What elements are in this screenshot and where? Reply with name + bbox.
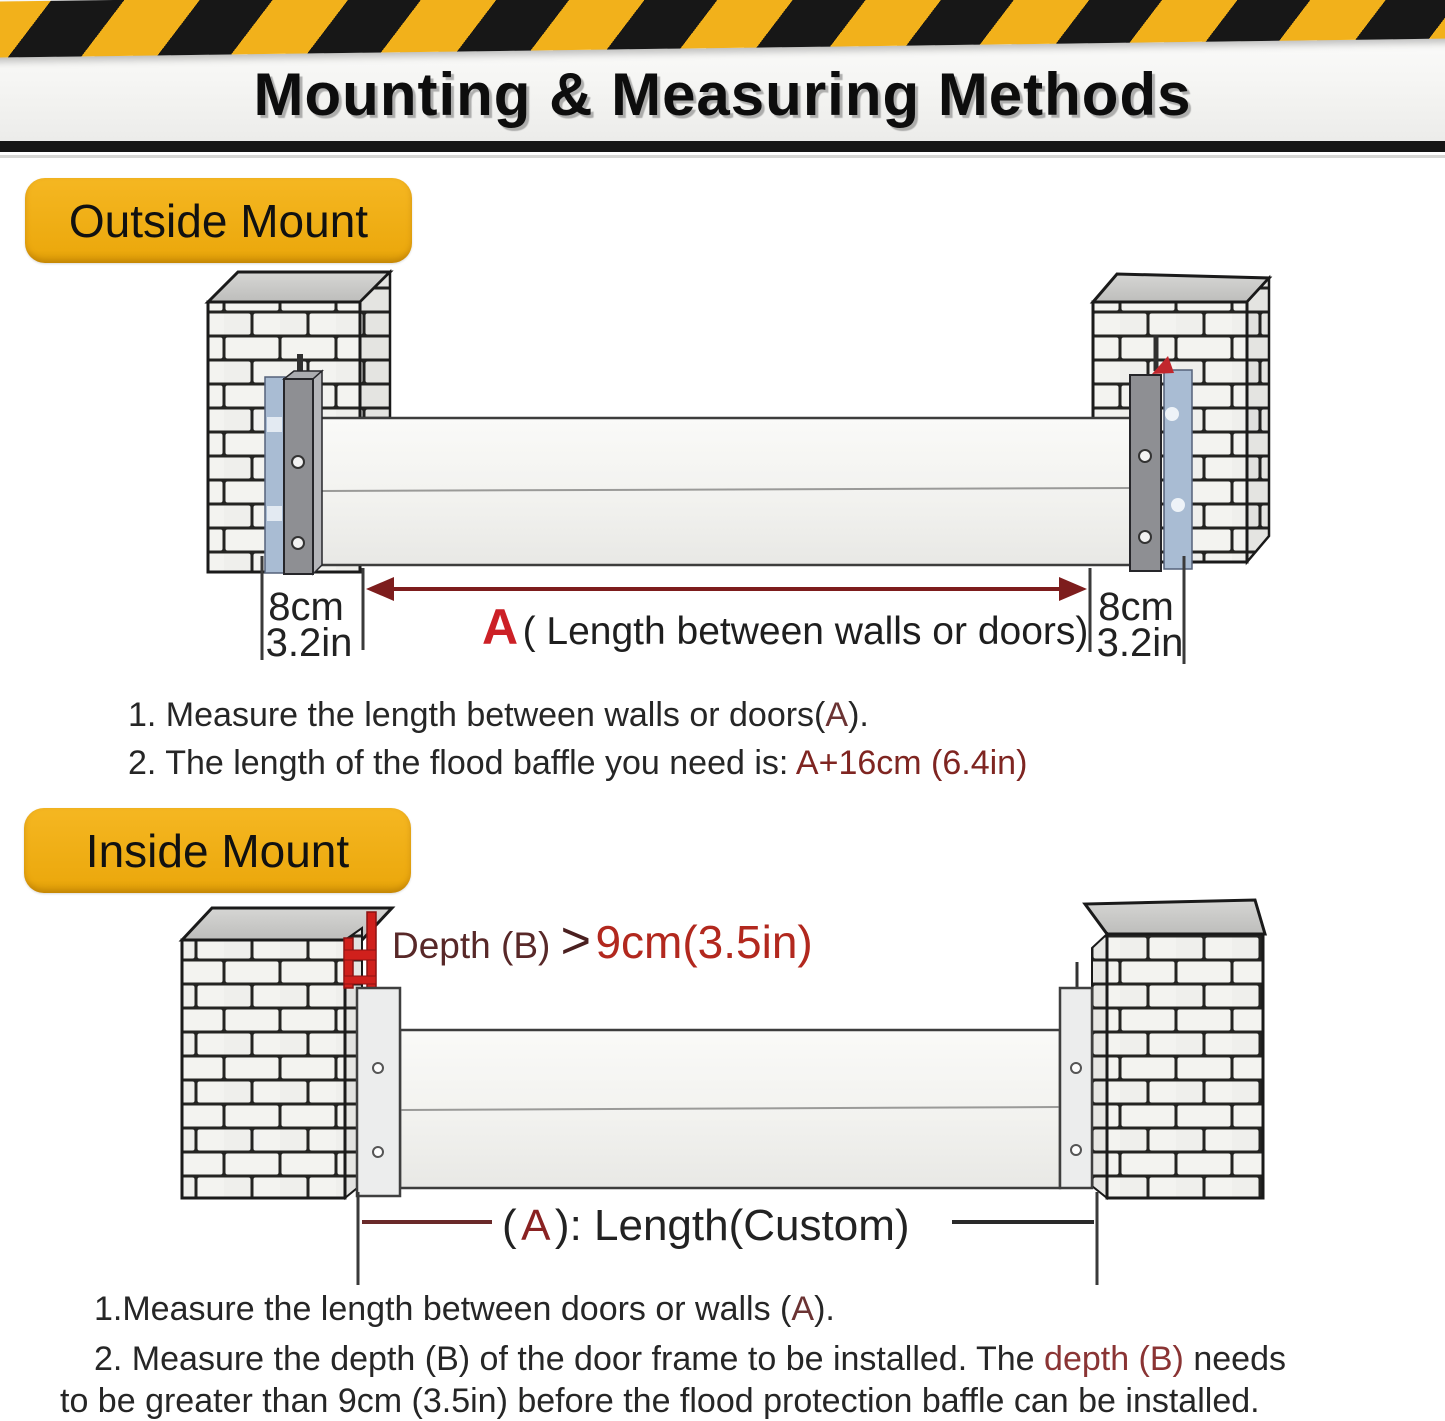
right-32in-label: 3.2in [1096,621,1184,665]
outside-step-1: 1. Measure the length between walls or doors(A). [128,696,869,734]
left-mounting-channel [357,988,400,1196]
left-mounting-channel [265,354,322,574]
screw [292,456,304,468]
inside-mount-diagram [0,896,1445,1288]
outside-dimension-group [262,556,1184,665]
pillar-front-face [182,940,345,1198]
inside-step-2-line2: to be greater than 9cm (3.5in) before the flood protection baffle can be installed. [60,1382,1260,1420]
arrowhead-left [366,577,394,601]
seal-tab [267,417,282,432]
channel-bevel-side [313,371,322,574]
title-underline [0,155,1445,158]
channel-bar [357,988,400,1196]
arrowhead-right [1059,577,1087,601]
depth-label: Depth (B) > 9cm(3.5in) [392,912,813,970]
outside-mount-badge [25,178,412,263]
channel-bar [1060,988,1092,1188]
inside-mount-badge-label: Inside Mount [85,824,350,877]
outside-mount-badge-label: Outside Mount [68,194,369,247]
pillar-top-face [1093,274,1269,302]
red-crossbar [344,976,376,984]
seal-tab [1165,407,1179,421]
inside-right-pillar [1085,900,1265,1198]
outside-mount-diagram [0,268,1445,690]
right-8cm-label: 8cm [1098,585,1174,629]
screw [373,1063,383,1073]
seal-strip [265,377,285,573]
left-32in-label: 3.2in [265,621,353,665]
pillar-front-face [1107,934,1263,1198]
red-crossbar [344,950,376,960]
page-title: Mounting & Measuring Methods [253,61,1192,128]
inside-step-1: 1.Measure the length between doors or walls (A). [94,1290,835,1328]
inside-mount-badge [24,808,411,893]
pillar-top-face [1085,900,1265,934]
seal-tab [267,506,282,521]
inside-step-2-line1: 2. Measure the depth (B) of the door frame to be installed. The depth (B) needs [94,1340,1286,1378]
screw [1071,1145,1081,1155]
screw [373,1147,383,1157]
length-custom-label: ( A ): Length(Custom) [502,1201,910,1250]
screw [292,537,304,549]
right-mounting-channel [1060,962,1092,1188]
pillar-side-shade [1092,934,1107,1198]
pillar-side-shade [1247,278,1269,562]
screw [1071,1063,1081,1073]
length-a-label: A ( Length between walls or doors) [482,599,1089,655]
seal-tab [1171,498,1185,512]
seal-strip [1164,370,1192,569]
inside-dimension-group [358,1192,1097,1285]
screw [1139,450,1151,462]
flood-barrier-panel [320,418,1135,565]
pillar-top-face [208,272,390,302]
flood-barrier-panel [400,1030,1060,1188]
outside-step-2: 2. The length of the flood baffle you need is: A+16cm (6.4in) [128,744,1028,782]
screw [1139,531,1151,543]
left-8cm-label: 8cm [268,585,344,629]
